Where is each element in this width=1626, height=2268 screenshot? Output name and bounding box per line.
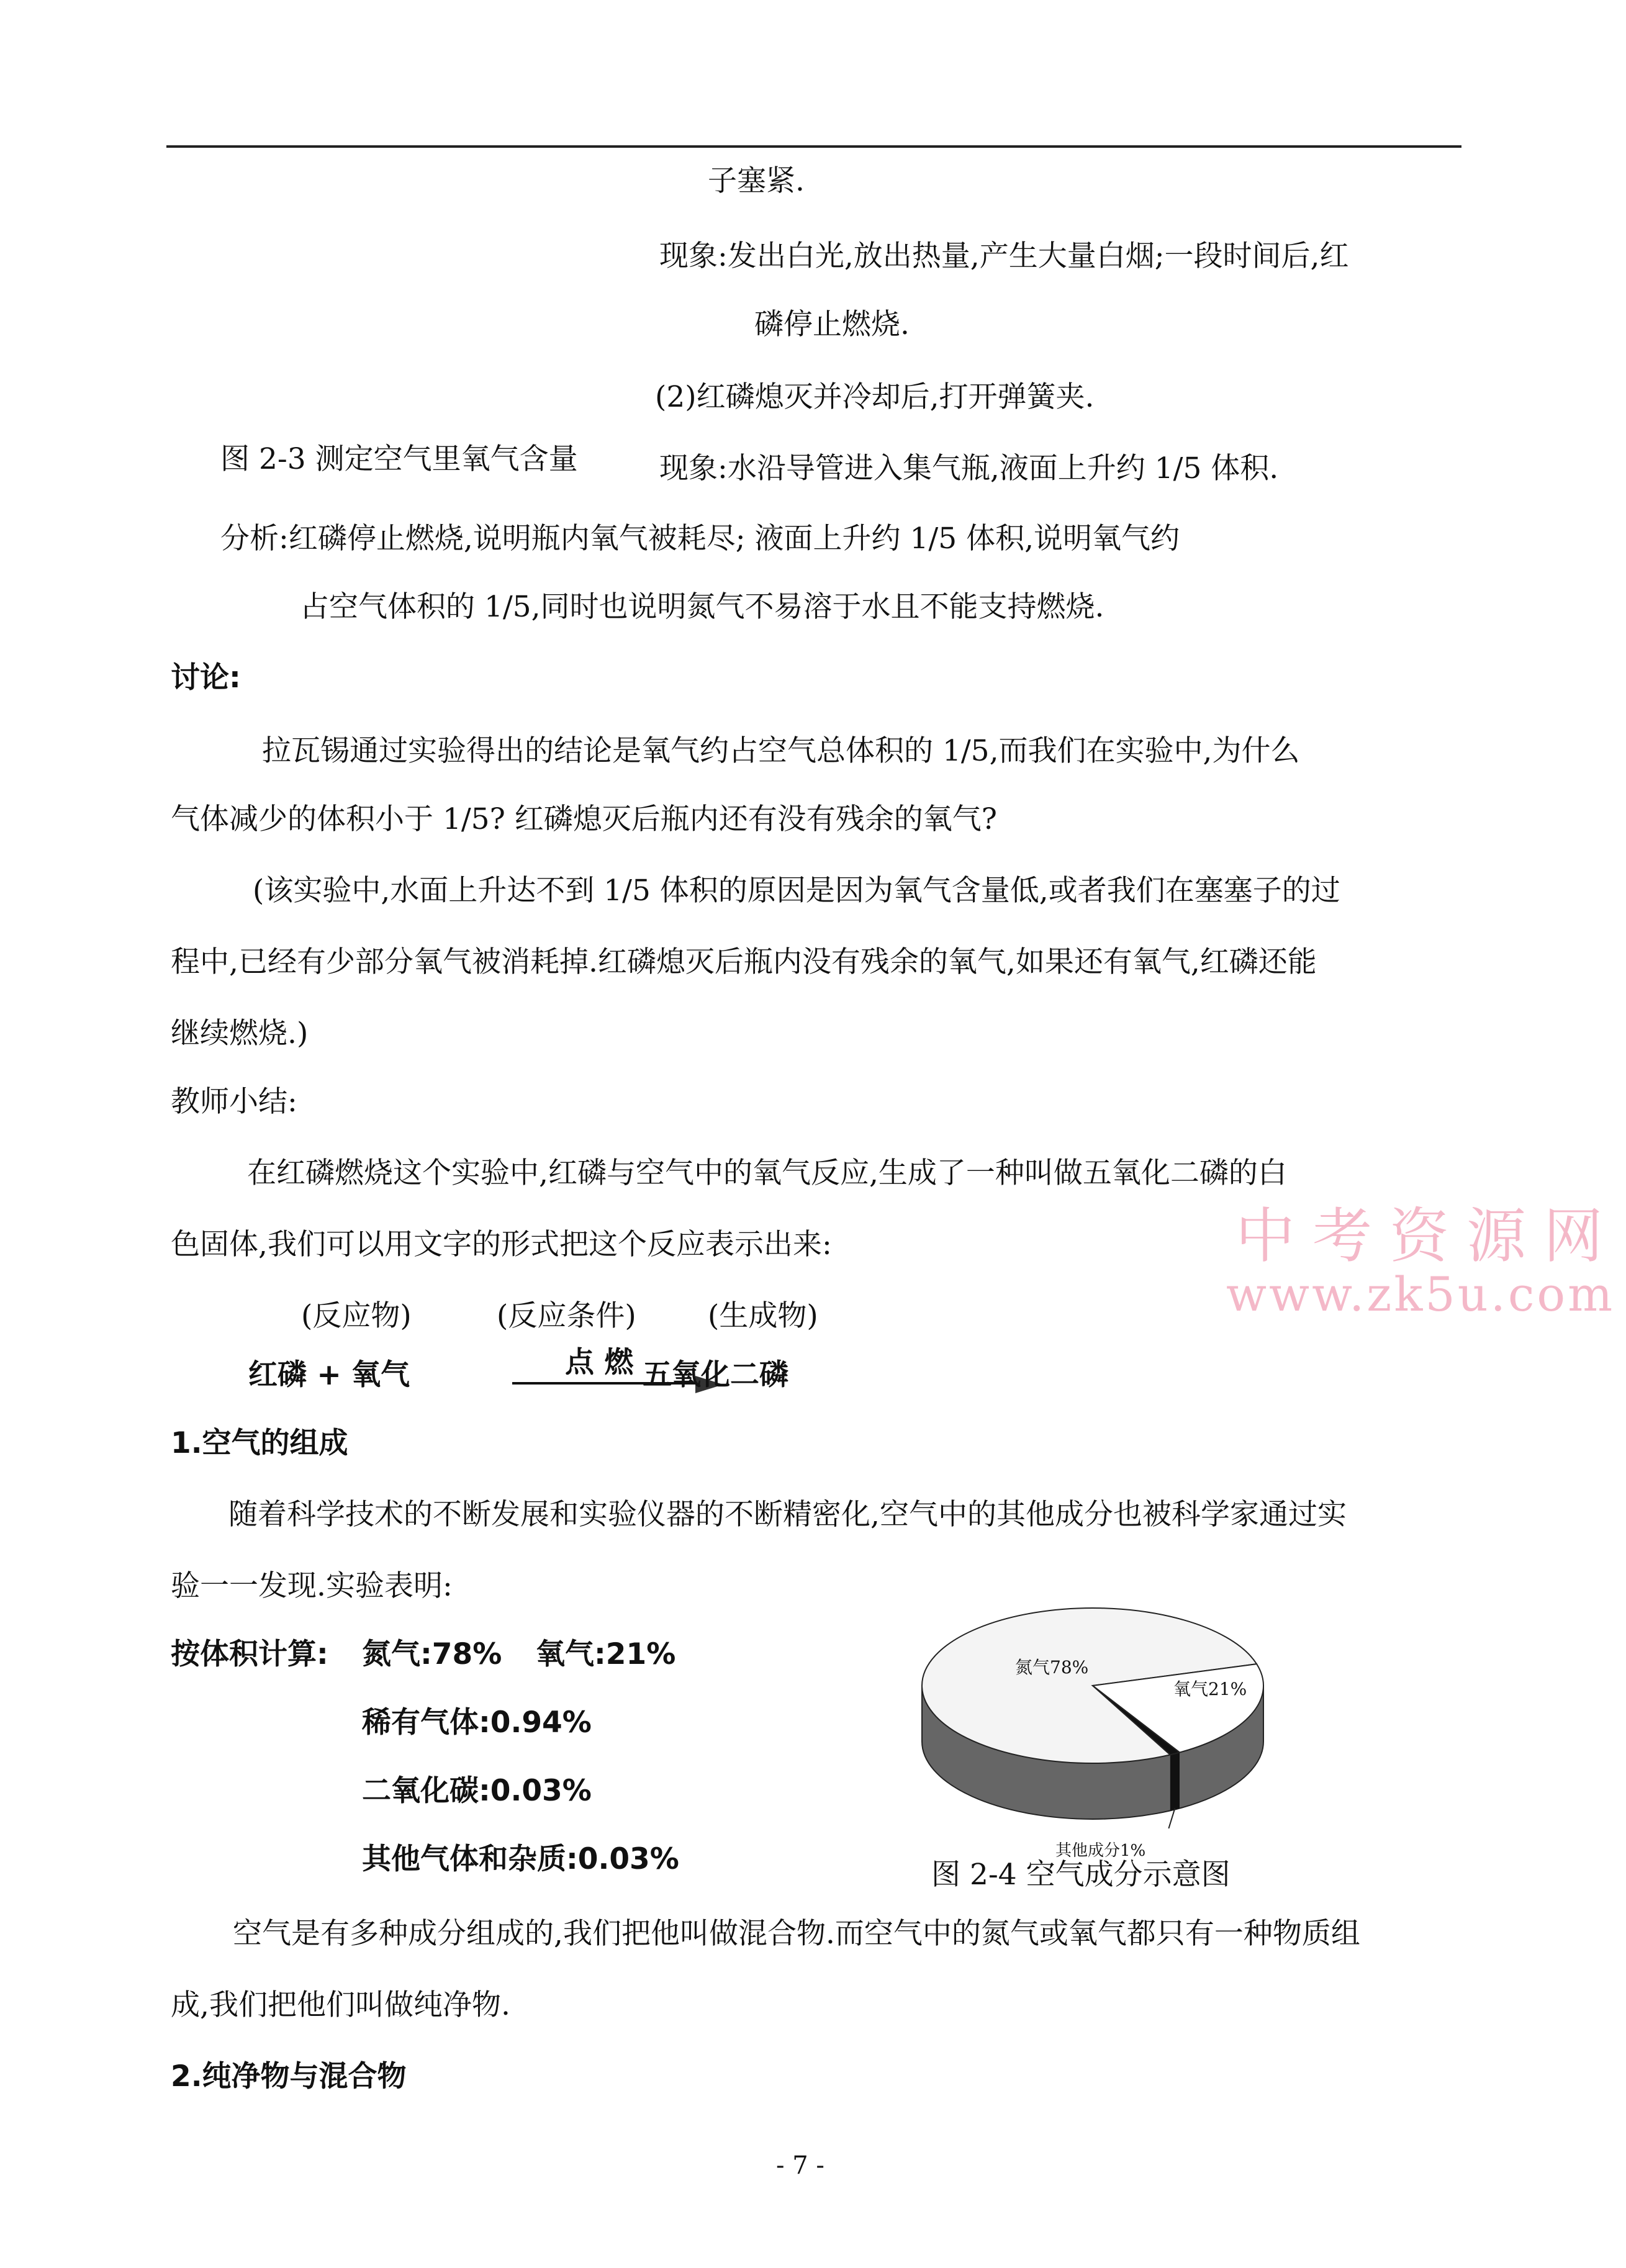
section1-para-line1: 随着科学技术的不断发展和实验仪器的不断精密化,空气中的其他成分也被科学家通过实 bbox=[228, 1498, 1347, 1532]
discussion-question-line2: 气体减少的体积小于 1/5? 红磷熄灭后瓶内还有没有残余的氧气? bbox=[171, 802, 997, 836]
figure-2-4-caption: 图 2-4 空气成分示意图 bbox=[931, 1858, 1231, 1892]
air-composition-pie-chart bbox=[906, 1593, 1279, 1866]
composition-co2: 二氧化碳:0.03% bbox=[362, 1774, 592, 1808]
section1-para-line2: 验一一发现.实验表明: bbox=[171, 1569, 453, 1603]
equation-product: 五氧化二磷 bbox=[643, 1358, 788, 1392]
composition-label: 按体积计算: bbox=[171, 1637, 328, 1671]
composition-rare-gases: 稀有气体:0.94% bbox=[362, 1706, 592, 1740]
step1-phenomenon-line2: 磷停止燃烧. bbox=[754, 307, 910, 341]
step1-phenomenon-line1: 现象:发出白光,放出热量,产生大量白烟;一段时间后,红 bbox=[659, 239, 1349, 273]
pie-label-nitrogen: 氮气78% bbox=[1015, 1657, 1089, 1678]
section1-heading: 1.空气的组成 bbox=[171, 1426, 348, 1460]
continued-line: 子塞紧. bbox=[708, 164, 805, 198]
equation-condition: 点 燃 bbox=[565, 1345, 634, 1380]
equation-reactants: 红磷 + 氧气 bbox=[248, 1358, 410, 1392]
step2-text: (2)红磷熄灭并冷却后,打开弹簧夹. bbox=[655, 380, 1095, 414]
analysis-line2: 占空气体积的 1/5,同时也说明氮气不易溶于水且不能支持燃烧. bbox=[300, 590, 1104, 624]
composition-oxygen: 氧气:21% bbox=[536, 1637, 676, 1671]
label-condition: (反应条件) bbox=[497, 1299, 636, 1333]
summary-para-line2: 色固体,我们可以用文字的形式把这个反应表示出来: bbox=[171, 1227, 832, 1262]
watermark-url: www.zk5u.com bbox=[1226, 1267, 1615, 1322]
watermark-chinese: 中考资源网 bbox=[1235, 1201, 1620, 1271]
header-rule bbox=[166, 145, 1461, 148]
section2-heading: 2.纯净物与混合物 bbox=[171, 2059, 407, 2094]
section1-conclusion-line1: 空气是有多种成分组成的,我们把他叫做混合物.而空气中的氮气或氧气都只有一种物质组 bbox=[233, 1917, 1360, 1951]
section1-conclusion-line2: 成,我们把他们叫做纯净物. bbox=[171, 1988, 510, 2022]
label-reactant: (反应物) bbox=[301, 1299, 412, 1333]
discussion-answer-line2: 程中,已经有少部分氧气被消耗掉.红磷熄灭后瓶内没有残余的氧气,如果还有氧气,红磷还能 bbox=[171, 945, 1317, 979]
step2-phenomenon: 现象:水沿导管进入集气瓶,液面上升约 1/5 体积. bbox=[659, 451, 1279, 486]
pie-label-other: 其他成分1% bbox=[1055, 1841, 1146, 1860]
page-number: - 7 - bbox=[776, 2151, 824, 2180]
composition-nitrogen: 氮气:78% bbox=[362, 1637, 502, 1671]
label-product: (生成物) bbox=[708, 1299, 818, 1333]
discussion-answer-line3: 继续燃烧.) bbox=[171, 1016, 309, 1050]
discussion-heading: 讨论: bbox=[171, 661, 241, 695]
analysis-line1: 分析:红磷停止燃烧,说明瓶内氧气被耗尽; 液面上升约 1/5 体积,说明氧气约 bbox=[220, 522, 1180, 556]
figure-2-3-caption: 图 2-3 测定空气里氧气含量 bbox=[220, 442, 578, 476]
summary-para-line1: 在红磷燃烧这个实验中,红磷与空气中的氧气反应,生成了一种叫做五氧化二磷的白 bbox=[247, 1156, 1287, 1190]
pie-side-other bbox=[1170, 1753, 1180, 1811]
pie-label-oxygen: 氧气21% bbox=[1173, 1679, 1247, 1699]
discussion-question-line1: 拉瓦锡通过实验得出的结论是氧气约占空气总体积的 1/5,而我们在实验中,为什么 bbox=[262, 734, 1300, 768]
summary-heading: 教师小结: bbox=[171, 1085, 297, 1119]
composition-other: 其他气体和杂质:0.03% bbox=[362, 1842, 679, 1876]
discussion-answer-line1: (该实验中,水面上升达不到 1/5 体积的原因是因为氧气含量低,或者我们在塞塞子的过 bbox=[253, 874, 1340, 908]
